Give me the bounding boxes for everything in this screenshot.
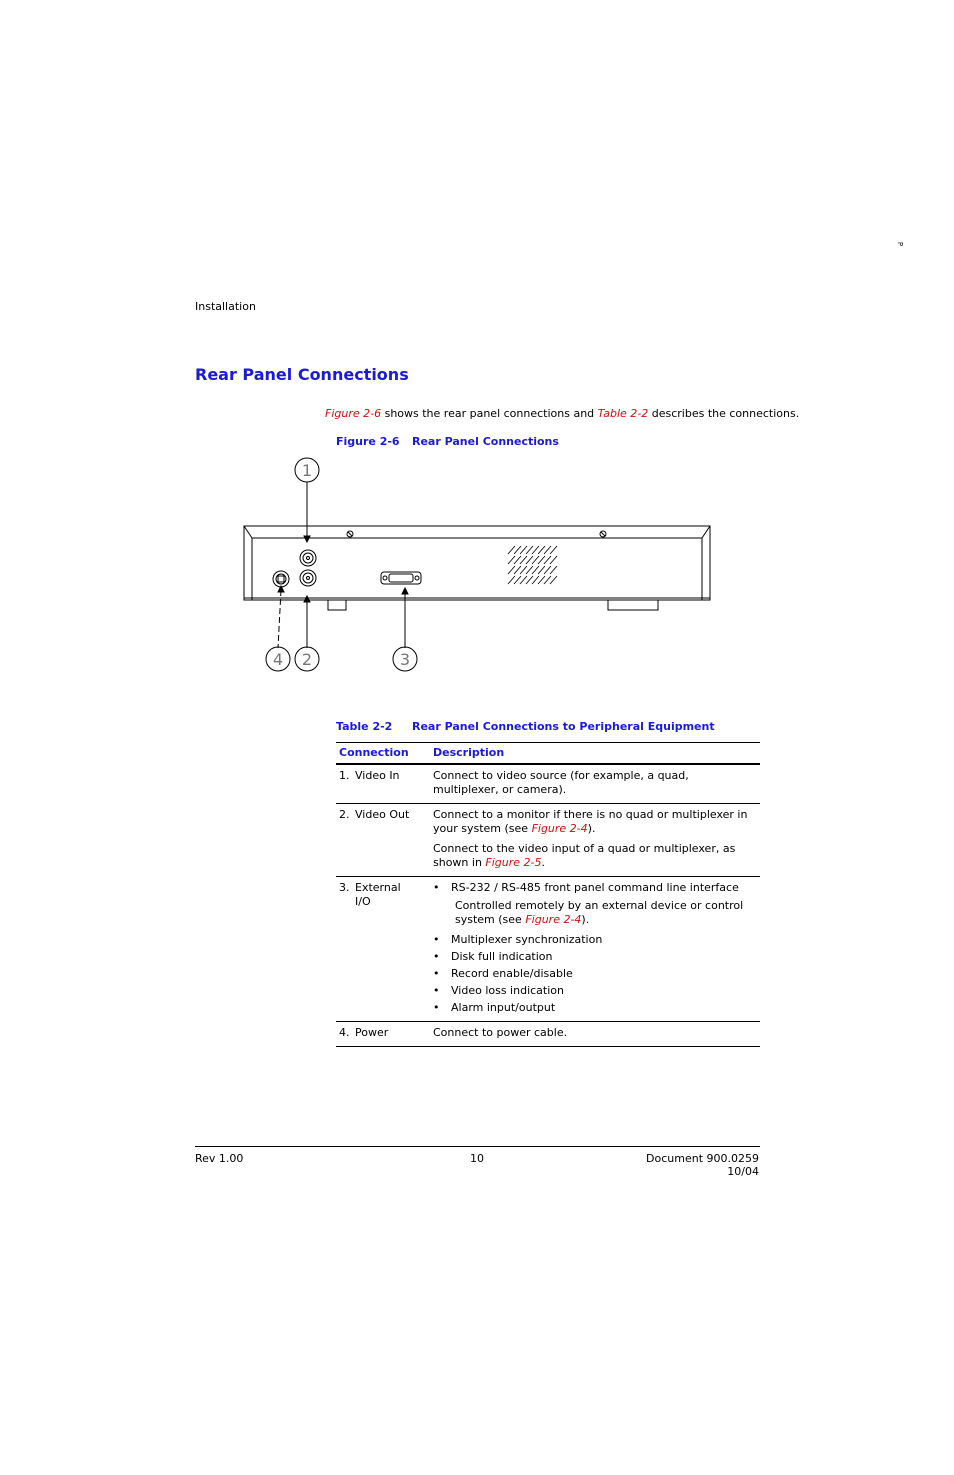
bullet-list	[433, 933, 757, 1015]
bullet-list	[433, 881, 757, 895]
connection-label: Video Out	[355, 808, 410, 821]
intro-text: shows the rear panel connections and	[381, 407, 598, 420]
table-number: Table 2-2	[336, 720, 393, 733]
screw-icon	[347, 531, 353, 537]
connection-label: External I/O	[355, 881, 401, 908]
connection-label: Power	[355, 1026, 389, 1039]
video-in-connector-icon	[300, 550, 316, 566]
vent-grille	[508, 546, 557, 584]
description-cell: Connect to power cable.	[430, 1022, 760, 1047]
page-number: 10	[470, 1152, 484, 1165]
arrow-icon	[304, 596, 310, 602]
callout-number: 4	[272, 650, 284, 669]
list-item: • Record enable/disable	[433, 967, 757, 981]
footer-document	[600, 1152, 759, 1178]
table-row	[336, 764, 760, 804]
row-number: 4.	[339, 1026, 350, 1039]
running-header: Installation	[195, 300, 256, 313]
list-item: • Video loss indication	[433, 984, 757, 998]
arrow-icon	[402, 588, 408, 594]
foot	[608, 600, 658, 610]
connection-cell	[336, 764, 430, 804]
intro-paragraph	[325, 407, 800, 420]
description-text: Connect to a monitor if there is no quad or multiplexer in your system (see	[433, 808, 748, 835]
intro-text: describes the connections.	[648, 407, 800, 420]
table-title: Rear Panel Connections to Peripheral Equipment	[412, 720, 715, 733]
corner-mark: P	[896, 241, 905, 247]
callout-number: 1	[301, 461, 313, 480]
description-text: ).	[587, 822, 596, 835]
arrow-icon	[304, 536, 310, 542]
figure-link[interactable]: Figure 2-4	[531, 822, 588, 835]
connection-label: Video In	[355, 769, 400, 782]
list-item: • Alarm input/output	[433, 1001, 757, 1015]
description-text: .	[541, 856, 546, 869]
connection-cell	[336, 877, 430, 1022]
table-link[interactable]: Table 2-2	[597, 407, 649, 420]
table-row	[336, 877, 760, 1022]
callout-leader	[278, 590, 281, 648]
figure-title: Rear Panel Connections	[412, 435, 559, 448]
row-number: 1.	[339, 769, 350, 782]
row-number: 3.	[339, 881, 350, 894]
description-text: Controlled remotely by an external device or control system (see	[455, 899, 744, 926]
list-item: • RS-232 / RS-485 front panel command line interface	[433, 881, 757, 895]
video-out-connector-icon	[300, 570, 316, 586]
callout-number: 3	[399, 650, 411, 669]
description-cell	[430, 877, 760, 1022]
connections-table	[336, 742, 760, 1047]
row-number: 2.	[339, 808, 350, 821]
screw-icon	[600, 531, 606, 537]
table-header-row	[336, 743, 760, 765]
footer-revision: Rev 1.00	[195, 1152, 244, 1165]
description-paragraph	[433, 842, 757, 870]
callout-number: 2	[301, 650, 313, 669]
bullet-subtext	[433, 899, 757, 927]
figure-caption	[336, 435, 559, 448]
table-row	[336, 1022, 760, 1047]
list-item: • Disk full indication	[433, 950, 757, 964]
description-cell	[430, 804, 760, 877]
description-paragraph	[433, 808, 757, 836]
column-header-connection: Connection	[336, 743, 430, 765]
table-caption	[336, 720, 715, 733]
figure-link[interactable]: Figure 2-6	[325, 407, 382, 420]
description-text: Connect to the video input of a quad or multiplexer, as shown in	[433, 842, 736, 869]
section-heading: Rear Panel Connections	[195, 365, 409, 384]
document-number: Document 900.0259	[646, 1152, 759, 1165]
description-cell: Connect to video source (for example, a quad, multiplexer, or camera).	[430, 764, 760, 804]
connection-cell	[336, 1022, 430, 1047]
list-item: • Multiplexer synchronization	[433, 933, 757, 947]
power-connector-icon	[273, 571, 289, 587]
table-row	[336, 804, 760, 877]
connection-cell	[336, 804, 430, 877]
footer-divider	[195, 1146, 760, 1147]
foot	[328, 600, 346, 610]
column-header-description: Description	[430, 743, 760, 765]
rear-panel-diagram	[240, 450, 720, 680]
figure-number: Figure 2-6	[336, 435, 400, 448]
figure-link[interactable]: Figure 2-4	[525, 913, 582, 926]
db15-connector-icon	[381, 572, 421, 584]
document-date: 10/04	[727, 1165, 759, 1178]
description-text: ).	[581, 913, 590, 926]
figure-link[interactable]: Figure 2-5	[485, 856, 542, 869]
